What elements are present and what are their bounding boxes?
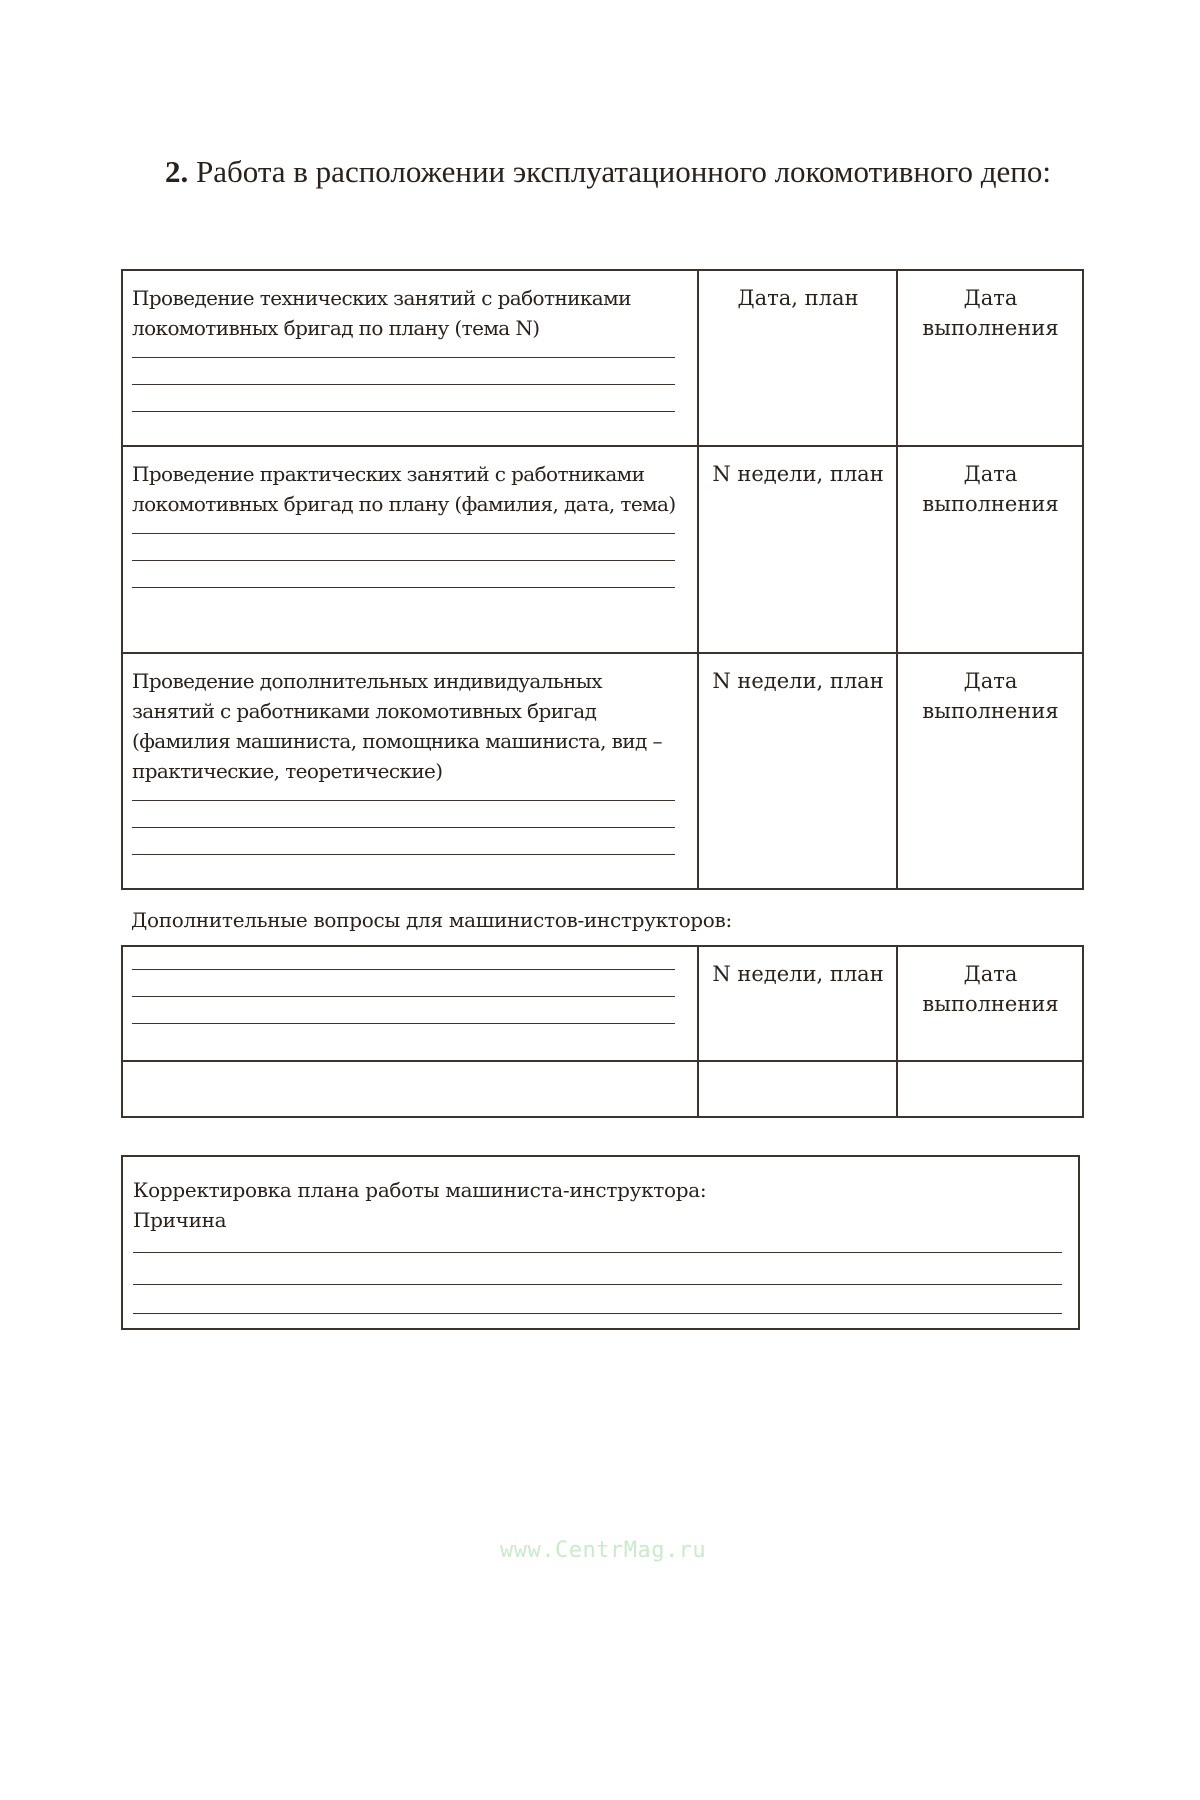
blank-line[interactable] bbox=[133, 1252, 1062, 1253]
row-description-cell bbox=[122, 946, 698, 1061]
section-number: 2. bbox=[165, 154, 189, 189]
row-description: Проведение технических занятий с работниками локомотивных бригад по плану (тема N) bbox=[132, 286, 631, 340]
done-date-cell[interactable] bbox=[897, 946, 1083, 1061]
correction-title: Корректировка плана работы машиниста-инструктора: bbox=[133, 1178, 707, 1202]
row-description-cell bbox=[122, 270, 698, 446]
blank-line[interactable] bbox=[132, 587, 675, 588]
blank-line[interactable] bbox=[132, 996, 675, 997]
done-date-cell[interactable] bbox=[897, 653, 1083, 889]
plan-week-cell[interactable] bbox=[698, 446, 897, 653]
plan-header: N недели, план bbox=[712, 462, 884, 486]
blank-line[interactable] bbox=[132, 854, 675, 855]
done-header: Дата выполнения bbox=[922, 669, 1059, 723]
extra-questions-label: Дополнительные вопросы для машинистов-инструкторов: bbox=[131, 908, 732, 932]
blank-line[interactable] bbox=[132, 827, 675, 828]
done-header: Дата выполнения bbox=[922, 462, 1059, 516]
row-description: Проведение практических занятий с работниками локомотивных бригад по плану (фамилия, дата, тема) bbox=[132, 462, 676, 516]
table-row bbox=[122, 1061, 1083, 1117]
blank-line[interactable] bbox=[133, 1284, 1062, 1285]
work-plan-table bbox=[121, 269, 1084, 890]
table-row bbox=[122, 653, 1083, 889]
row-description-cell bbox=[122, 653, 698, 889]
blank-line[interactable] bbox=[132, 357, 675, 358]
empty-cell[interactable] bbox=[122, 1061, 698, 1117]
section-title: Работа в расположении эксплуатационного локомотивного депо: bbox=[196, 154, 1051, 189]
blank-line[interactable] bbox=[132, 533, 675, 534]
row-description: Проведение дополнительных индивидуальных занятий с работниками локомотивных бригад (фамилия машиниста, помощника машиниста, вид – практические, теоретические) bbox=[132, 669, 662, 783]
extra-questions-table bbox=[121, 945, 1084, 1118]
blank-line[interactable] bbox=[132, 560, 675, 561]
watermark: www.CentrMag.ru bbox=[500, 1538, 707, 1563]
plan-header: Дата, план bbox=[737, 286, 859, 310]
done-header: Дата выполнения bbox=[922, 286, 1059, 340]
section-heading bbox=[121, 150, 1081, 193]
blank-line[interactable] bbox=[132, 800, 675, 801]
table-row bbox=[122, 946, 1083, 1061]
done-date-cell[interactable] bbox=[897, 446, 1083, 653]
empty-cell[interactable] bbox=[897, 1061, 1083, 1117]
plan-correction-box bbox=[121, 1155, 1080, 1330]
plan-date-cell[interactable] bbox=[698, 270, 897, 446]
plan-header: N недели, план bbox=[712, 962, 884, 986]
reason-label: Причина bbox=[133, 1208, 227, 1232]
blank-line[interactable] bbox=[132, 411, 675, 412]
plan-week-cell[interactable] bbox=[698, 946, 897, 1061]
blank-line[interactable] bbox=[132, 384, 675, 385]
plan-header: N недели, план bbox=[712, 669, 884, 693]
empty-cell[interactable] bbox=[698, 1061, 897, 1117]
blank-line[interactable] bbox=[132, 1023, 675, 1024]
blank-line[interactable] bbox=[132, 969, 675, 970]
table-row bbox=[122, 270, 1083, 446]
table-row bbox=[122, 446, 1083, 653]
row-description-cell bbox=[122, 446, 698, 653]
blank-line[interactable] bbox=[133, 1313, 1062, 1314]
plan-week-cell[interactable] bbox=[698, 653, 897, 889]
done-date-cell[interactable] bbox=[897, 270, 1083, 446]
done-header: Дата выполнения bbox=[922, 962, 1059, 1016]
correction-text bbox=[133, 1175, 706, 1235]
